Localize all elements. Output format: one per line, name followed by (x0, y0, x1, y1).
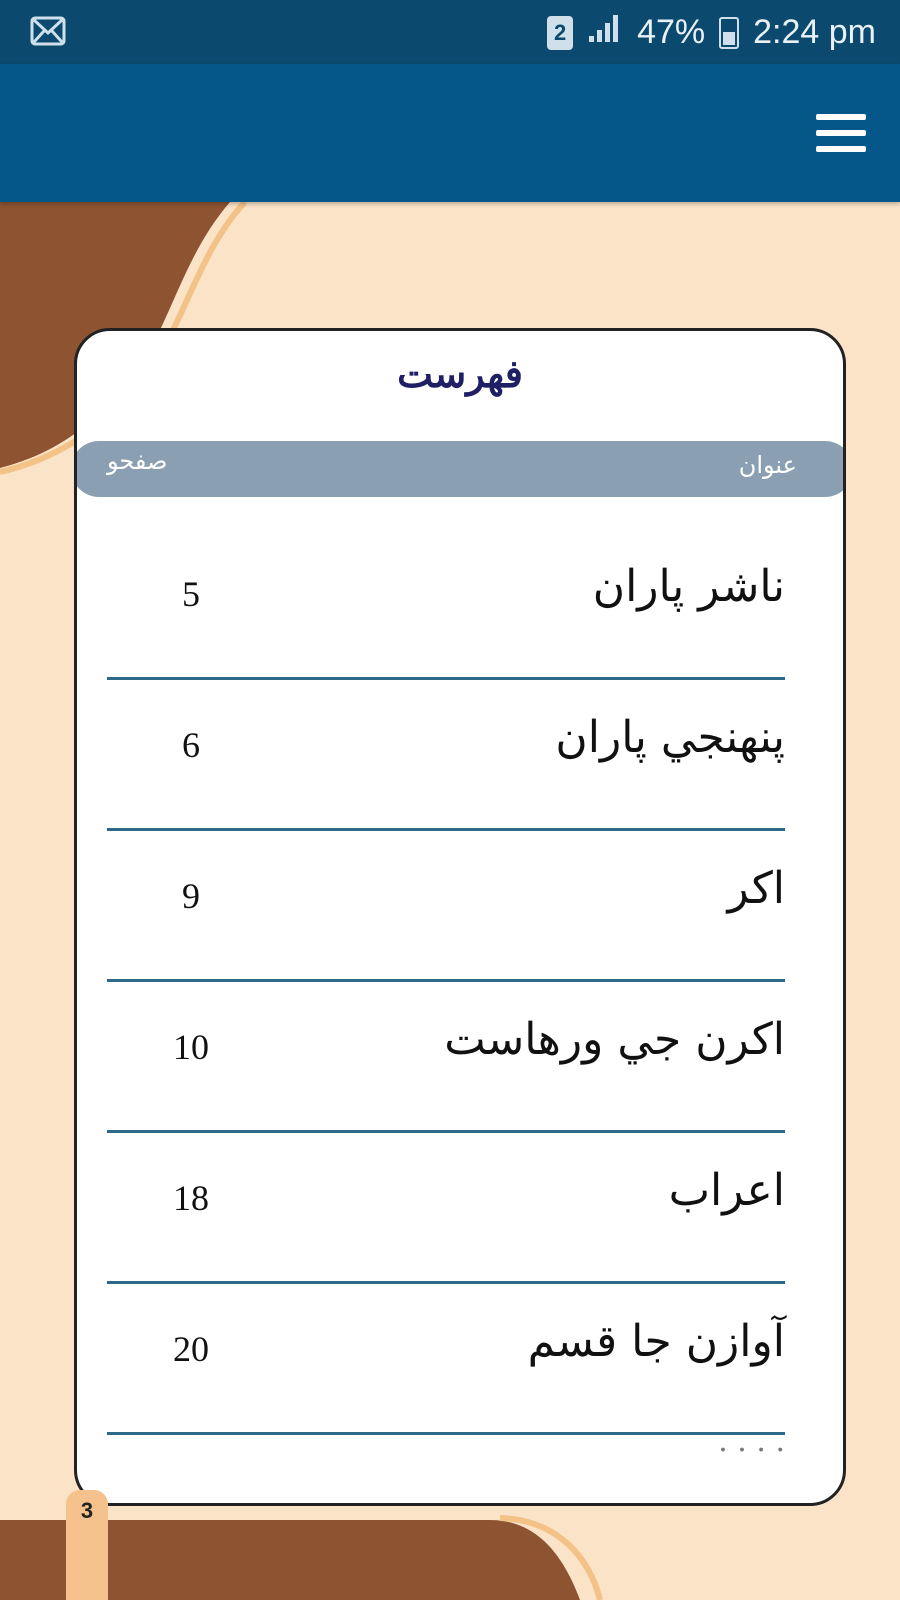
page-number-tab (66, 1490, 108, 1600)
toc-card (74, 328, 846, 1506)
toc-row-partial (107, 1435, 785, 1475)
toc-list (107, 529, 785, 1475)
toc-item-title: ناشر پاران (592, 561, 785, 612)
battery-icon (719, 17, 739, 49)
toc-item-page: 20 (173, 1329, 209, 1369)
clock: 2:24 pm (753, 13, 876, 51)
header-title-label: عنوان (738, 451, 797, 479)
toc-header (74, 441, 846, 497)
page-title: فهرست (397, 351, 523, 396)
signal-icon (587, 12, 623, 53)
toc-item-title: اکر (727, 863, 785, 914)
mail-icon (30, 16, 66, 50)
toc-item-page: 10 (173, 1027, 209, 1067)
toc-row[interactable] (107, 1133, 785, 1284)
toc-item-title: آوازن جا قسم (527, 1316, 785, 1367)
toc-item-page: 18 (173, 1178, 209, 1218)
toc-item-page: 9 (182, 876, 200, 916)
page-number: 3 (80, 1498, 94, 1523)
toc-item-title: پنهنجي پاران (555, 712, 785, 763)
hamburger-menu-icon[interactable] (816, 114, 866, 152)
toc-item-page: 6 (182, 725, 200, 765)
app-bar (0, 64, 900, 202)
toc-row[interactable] (107, 831, 785, 982)
header-page-label: صفحو (107, 447, 168, 475)
toc-item-title: اعراب (668, 1165, 785, 1216)
partial-row-text: · · · · (718, 1433, 785, 1468)
toc-item-title: اکرن جي ورهاست (444, 1014, 785, 1065)
toc-row[interactable] (107, 982, 785, 1133)
sim-icon: 2 (547, 16, 573, 50)
toc-row[interactable] (107, 680, 785, 831)
toc-item-page: 5 (182, 574, 200, 614)
toc-row[interactable] (107, 529, 785, 680)
toc-row[interactable] (107, 1284, 785, 1435)
battery-percentage: 47% (637, 13, 706, 51)
status-bar (0, 0, 900, 64)
